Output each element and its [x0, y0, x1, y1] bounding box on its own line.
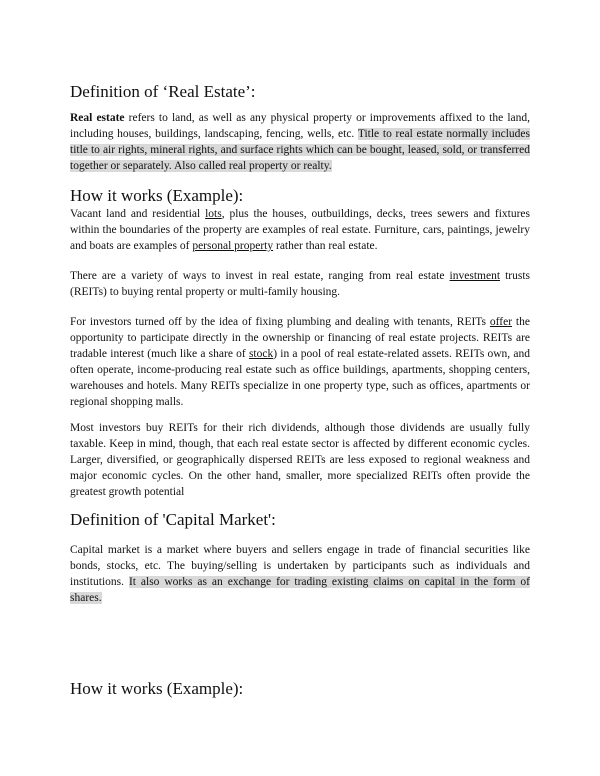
heading-how-it-works-2: How it works (Example):: [70, 679, 244, 698]
heading-real-estate-definition: Definition of ‘Real Estate’:: [70, 82, 256, 101]
highlighted-text: It also works as an exchange for trading existing claims on capital in the form of shares.: [70, 576, 530, 604]
paragraph-text: refers to land, as well as any physical property or improvements affixed to the land, including houses, buildings, landscaping, fencing, wells, etc.: [70, 112, 530, 140]
heading-capital-market-definition: Definition of 'Capital Market':: [70, 510, 276, 529]
paragraph-ways-to-invest: There are a variety of ways to invest in real estate, ranging from real estate investment trusts (REITs) to buying rental property or multi-family housing.: [70, 270, 530, 298]
link-investment[interactable]: investment: [449, 270, 501, 282]
highlighted-text: Title to real estate normally includes title to air rights, mineral rights, and surface rights which can be bought, leased, sold, or transferred together or separately. Also called real property or realty.: [70, 128, 531, 172]
paragraph-reits: For investors turned off by the idea of fixing plumbing and dealing with tenants, REITs offer the opportunity to participate directly in the ownership or financing of real estate projects. REITs are tradable interest (much like a share of stock) in a pool of real estate-related assets. REITs own, and often operate, income-producing real estate such as office buildings, apartments, shopping centers, warehouses and hotels. Many REITs specialize in one property type, such as offices, apartments or regional shopping malls.: [70, 316, 531, 408]
bold-term: Real estate: [70, 112, 125, 124]
link-stock[interactable]: stock: [248, 348, 274, 360]
paragraph-reit-dividends: Most investors buy REITs for their rich dividends, although those dividends are usually fully taxable. Keep in mind, though, that each real estate sector is affected by different economic cycles. Larger, diversified, or geographically dispersed REITs are less exposed to regional weakness and major economic cycles. On the other hand, smaller, more specialized REITs often provide the greatest growth potential: [70, 422, 530, 498]
link-lots[interactable]: lots: [205, 208, 222, 220]
link-offer[interactable]: offer: [489, 316, 513, 328]
paragraph-capital-market-definition: Capital market is a market where buyers and sellers engage in trade of financial securities like bonds, stocks, etc. The buying/selling is undertaken by participants such as individuals and institutions. It also works as an exchange for trading existing claims on capital in the form of shares.: [70, 544, 530, 604]
paragraph-how-it-works-1: Vacant land and residential lots, plus the houses, outbuildings, decks, trees sewers and fixtures within the boundaries of the property are examples of real estate. Furniture, cars, paintings, jewelry and boats are examples of personal property rather than real estate.: [70, 208, 530, 252]
heading-how-it-works-1: How it works (Example):: [70, 186, 244, 205]
paragraph-real-estate-definition: [70, 110, 530, 174]
link-personal-property[interactable]: personal property: [192, 240, 274, 252]
